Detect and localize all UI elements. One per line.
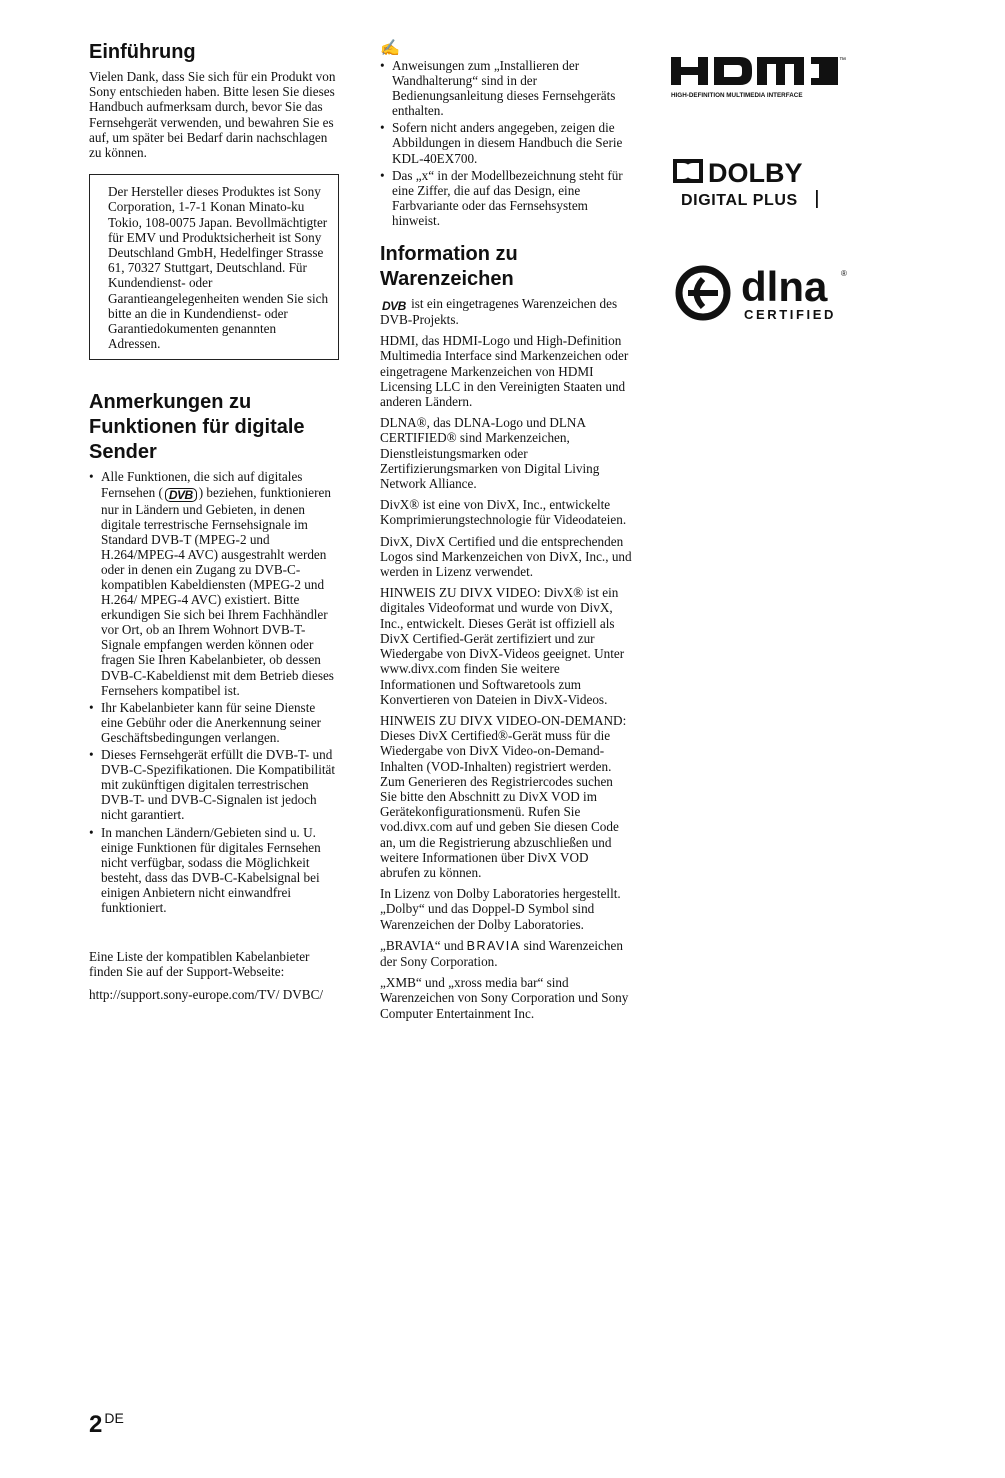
notes-list	[380, 58, 632, 228]
digital-notes-list	[89, 469, 339, 915]
manufacturer-text: Der Hersteller dieses Produktes ist Sony Corporation, 1-7-1 Konan Minato-ku Tokio, 108-0075 Japan. Bevollmächtigter für EMV und Produktsicherheit ist Sony Deutschland GmbH, Hedelfinger Strasse 61, 70327 Stuttgart, Deutschland. Für Kundendienst- oder Garantieangelegenheiten wenden Sie sich bitte an die in Kundendienst- oder Garantiedokumenten genannten Adressen.	[108, 184, 329, 352]
page-number	[89, 1410, 124, 1439]
list-item	[89, 469, 339, 697]
dlna-wordmark: dlna	[741, 263, 828, 310]
list-item: • Dieses Fernsehgerät erfüllt die DVB-T- und DVB-C-Spezifikationen. Die Kompatibilität mit zukünftigen digitalen terrestrischen DVB-T- und DVB-C-Signalen ist jedoch nicht garantiert.	[89, 747, 339, 822]
hdmi-logo	[668, 53, 848, 113]
dlna-mark-icon	[679, 269, 727, 317]
page-number-value: 2	[89, 1411, 103, 1438]
hdmi-tm: ™	[839, 57, 846, 64]
dolby-double-d-icon	[673, 159, 703, 183]
bullet1-after: ) beziehen, funktionieren nur in Ländern und Gebieten, in denen digitale terrestrische Fernsehsignale im Standard DVB-T (MPEG-2 und H.264/MPEG-4 AVC) ausgestrahlt werden oder in denen ein Zugang zu DVB-C-kompatiblen Kabeldiensten (MPEG-2 und H.264/ MPEG-4 AVC) existiert. Bitte erkundigen Sie sich bei Ihrem Fachhändler vor Ort, ob an Ihrem Wohnort DVB-T-Signale empfangen werden können oder fragen Sie Ihren Kabelanbieter, ob dessen DVB-C-Kabeldienst mit dem Betrieb dieses Fernsehers kompatibel ist.	[101, 484, 334, 698]
left-column	[89, 40, 339, 1009]
dlna-reg: ®	[841, 269, 847, 278]
tm-divx-4: HINWEIS ZU DIVX VIDEO-ON-DEMAND: Dieses DivX Certified®-Gerät muss für die Wiedergabe von DivX Video-on-Demand-Inhalten (VOD-Inhalten) registriert werden. Zum Generieren des Registriercodes suchen Sie bitte den Abschnitt zu DivX VOD im Gerätekonfigurationsmenü. Rufen Sie vod.divx.com auf und geben Sie diesen Code an, um die Registrierung abzuschließen und weitere Informationen über DivX VOD abrufen zu können.	[380, 712, 627, 880]
list-item: • In manchen Ländern/Gebieten sind u. U. einige Funktionen für digitales Fernsehen nicht verfügbar, sodass die Möglichkeit besteht, dass das DVB-C-Kabelsignal bei einigen Anbietern nicht einwandfrei funktioniert.	[89, 825, 339, 916]
list-item: • Ihr Kabelanbieter kann für seine Dienste eine Gebühr oder die Anerkennung seiner Geschäftsbedingungen verlangen.	[89, 700, 339, 745]
tm-bravia-before: „BRAVIA“ und	[380, 937, 464, 953]
dlna-certified: CERTIFIED	[744, 307, 837, 322]
note-pencil-icon: ✍	[380, 40, 400, 57]
manufacturer-box	[89, 174, 339, 360]
list-item: • Das „x“ in der Modellbezeichnung steht für eine Ziffer, die auf das Design, eine Farbvariante oder das Fernsehsystem hinweist.	[380, 168, 632, 228]
tm-dlna: DLNA®, das DLNA-Logo und DLNA CERTIFIED® sind Markenzeichen, Dienstleistungsmarken oder Zertifizierungsmarken von Digital Living Network Alliance.	[380, 415, 600, 492]
tm-divx-1: DivX® ist eine von DivX, Inc., entwickelte Komprimierungstechnologie für Videodateien.	[380, 497, 627, 528]
tm-divx-2: DivX, DivX Certified und die entsprechenden Logos sind Markenzeichen von DivX, Inc., und werden in Lizenz verwendet.	[380, 533, 632, 580]
page-language: DE	[104, 1410, 124, 1426]
dolby-wordmark: DOLBY	[708, 158, 803, 188]
intro-heading: Einführung	[89, 41, 196, 63]
dvb-logo-icon: DVB	[165, 488, 197, 502]
hdmi-subtitle: HIGH-DEFINITION MULTIMEDIA INTERFACE	[671, 92, 803, 99]
hdmi-letters-icon	[671, 57, 838, 85]
intro-text: Vielen Dank, dass Sie sich für ein Produkt von Sony entschieden haben. Bitte lesen Sie dieses Handbuch aufmerksam durch, bevor Sie das Fernsehgerät verwenden, und bewahren Sie es auf, um später bei Bedarf darin nachschlagen zu können.	[89, 69, 336, 161]
dlna-certified-logo	[668, 263, 848, 333]
tm-divx-3: HINWEIS ZU DIVX VIDEO: DivX® ist ein digitales Videoformat und wurde von DivX, Inc., entwickelt. Dieses Gerät ist offiziell als DivX Certified-Gerät zertifiziert und zur Wiedergabe von DivX-Videos geeignet. Unter www.divx.com finden Sie weitere Informationen und Softwaretools zum Konvertieren von Dateien in DivX-Videos.	[380, 585, 625, 707]
digital-heading: Anmerkungen zu Funktionen für digitale Sender	[89, 391, 305, 464]
support-url: http://support.sony-europe.com/TV/ DVBC/	[89, 987, 324, 1003]
tm-dvb	[380, 296, 632, 327]
tm-dvb-text: ist ein eingetragenes Warenzeichen des DVB-Projekts.	[380, 296, 618, 328]
logos-column	[668, 40, 848, 333]
list-item: • Sofern nicht anders angegeben, zeigen die Abbildungen in diesem Handbuch die Serie KDL-40EX700.	[380, 120, 632, 165]
dolby-digital-plus-logo	[668, 155, 848, 227]
list-item: • Anweisungen zum „Installieren der Wandhalterung“ sind in der Bedienungsanleitung dieses Fernsehgeräts enthalten.	[380, 58, 632, 118]
tm-xmb: „XMB“ und „xross media bar“ sind Warenzeichen von Sony Corporation und Sony Computer Entertainment Inc.	[380, 975, 629, 1021]
bullet1-before: Alle Funktionen, die sich auf digitales Fernsehen (	[101, 469, 303, 500]
cable-list-text: Eine Liste der kompatiblen Kabelanbieter finden Sie auf der Support-Webseite:	[89, 949, 310, 980]
dolby-digital-plus: DIGITAL PLUS	[681, 192, 798, 209]
tm-bravia-after: sind Warenzeichen der Sony Corporation.	[380, 937, 623, 969]
tm-dolby: In Lizenz von Dolby Laboratories hergestellt. „Dolby“ und das Doppel-D Symbol sind Warenzeichen der Dolby Laboratories.	[380, 886, 621, 932]
bravia-logo-icon: BRAVIA	[466, 938, 521, 953]
trademark-heading: Information zu Warenzeichen	[380, 243, 518, 291]
tm-hdmi: HDMI, das HDMI-Logo und High-Definition Multimedia Interface sind Markenzeichen oder eingetragene Markenzeichen von HDMI Licensing LLC in den Vereinigten Staaten und anderen Ländern.	[380, 333, 629, 410]
tm-bravia	[380, 938, 632, 969]
dvb-logo-icon: DVB	[382, 299, 406, 314]
middle-column	[380, 40, 632, 1027]
